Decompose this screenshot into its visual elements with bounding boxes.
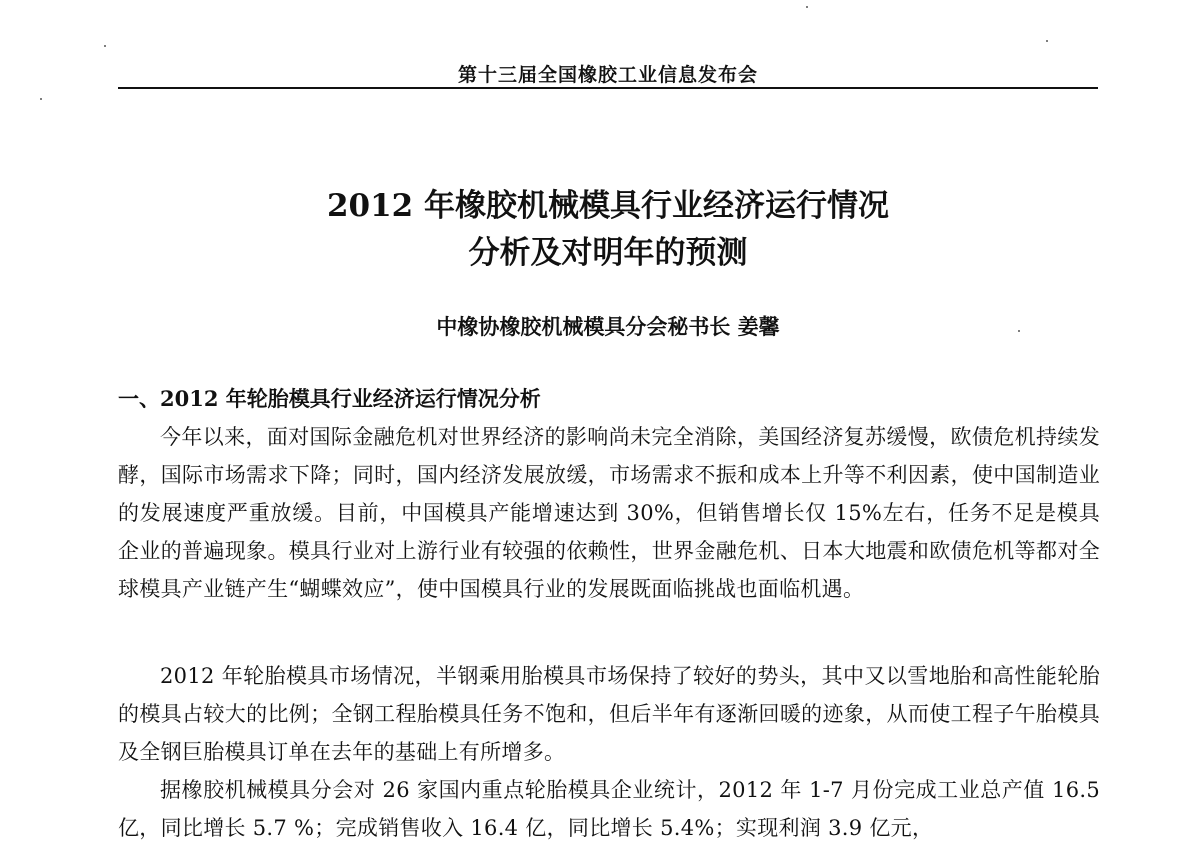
document-title-line-2: 分析及对明年的预测 — [468, 235, 748, 271]
body-paragraph-1: 今年以来，面对国际金融危机对世界经济的影响尚未完全消除，美国经济复苏缓慢，欧债危机持续发酵，国际市场需求下降；同时，国内经济发展放缓，市场需求不振和成本上升等不利因素，使中国制造业的发展速度严重放缓。目前，中国模具产能增速达到 30%，但销售增长仅 15%左右，任务不足是模具企业的普遍现象。模具行业对上游行业有较强的依赖性，世界金融危机、日本大地震和欧债危机等都对全球模具产业链产生“蝴蝶效应”，使中国模具行业的发展既面临挑战也面临机遇。 — [118, 425, 1100, 601]
body-paragraph-3: 据橡胶机械模具分会对 26 家国内重点轮胎模具企业统计，2012 年 1-7 月份完成工业总产值 16.5 亿，同比增长 5.7 %；完成销售收入 16.4 亿，同比增长 5.4%；实现利润 3.9 亿元， — [118, 778, 1100, 840]
scan-speck — [1046, 40, 1048, 42]
scan-speck — [1018, 330, 1020, 332]
document-title-line-1: 2012 年橡胶机械模具行业经济运行情况 — [326, 188, 890, 224]
scan-speck — [104, 45, 106, 47]
author-line: 中橡协橡胶机械模具分会秘书长 姜馨 — [436, 314, 780, 339]
header-rule — [118, 87, 1098, 89]
scan-speck — [40, 98, 42, 100]
section-heading: 一、2012 年轮胎模具行业经济运行情况分析 — [118, 386, 541, 411]
body-paragraph-2: 2012 年轮胎模具市场情况，半钢乘用胎模具市场保持了较好的势头，其中又以雪地胎和高性能轮胎的模具占较大的比例；全钢工程胎模具任务不饱和，但后半年有逐渐回暖的迹象，从而使工程子午胎模具及全钢巨胎模具订单在去年的基础上有所增多。 — [118, 664, 1100, 764]
running-header: 第十三届全国橡胶工业信息发布会 — [457, 64, 758, 86]
scan-speck — [806, 6, 808, 8]
